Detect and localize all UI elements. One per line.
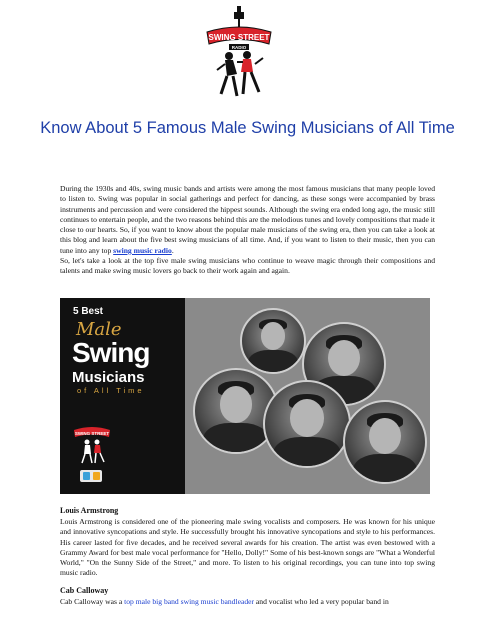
big-band-bandleader-link[interactable]: top male big band swing music bandleader [124,597,255,606]
swing-music-radio-link[interactable]: swing music radio [113,245,172,255]
banner-photo-panel [185,298,430,494]
section-text-louis-armstrong: Louis Armstrong is considered one of the pioneering male swing vocalists and composers. He was known for his unique and innovative syncopations and style. He successfully brought his innovative syncopations and style to his performances. His career lasted for five decades, and he received several awards for his creation. The artist was even bestowed with a Grammy Award for best male vocal performance for "Hello, Dolly!" Some of his best-known songs are "What a Wonderful World," "On the Sunny Side of the Street," and more. To listen to his original recordings, you can tune into top swing music radio. [60,517,435,578]
banner-line-1: 5 Best [73,306,104,317]
banner-mini-logo-text: SWING STREET [74,431,110,436]
cab-calloway-text-end: and vocalist who led a very popular band in [254,597,389,606]
section-heading-louis-armstrong: Louis Armstrong [60,506,119,515]
app-store-icon [80,470,102,482]
intro-paragraph-2: So, let's take a look at the top five male swing musicians who continue to weave magic through their compositions and talents and make swing music lovers go back to their work again and again. [60,256,435,276]
swing-street-radio-logo [203,4,275,100]
portrait-duke-ellington [343,400,427,484]
section-text-cab-calloway [60,597,435,607]
five-best-musicians-banner [60,298,430,494]
banner-mini-logo [72,420,112,464]
section-heading-cab-calloway: Cab Calloway [60,586,109,595]
portrait-frank-sinatra [263,380,351,468]
page-title: Know About 5 Famous Male Swing Musicians of All Time [40,119,455,137]
intro-paragraph-1-end: . [171,245,174,255]
banner-line-5: of All Time [77,386,145,395]
logo-subtext: RADIO [231,45,247,50]
banner-line-3: Swing [72,337,150,368]
banner-text-panel [60,298,185,494]
banner-line-2: Male [76,319,122,340]
banner-line-4: Musicians [72,369,145,386]
intro-paragraph-1 [60,184,435,256]
logo-text: SWING STREET [208,33,270,42]
intro-paragraph-1-text: During the 1930s and 40s, swing music bands and artists were among the most famous musicians that many people loved to listen to. Swing was popular in social gatherings and perfect for dancing, as these songs were accompanied by brass instruments and percussion and were considered the hippest sounds. Although the swing era ended long ago, the music still continues to entertain people, and the two reasons behind this are the melodious tunes and lovely compositions that made it close to our hearts. So, if you want to know about the popular male musicians of the swing era, then you can take a look at this blog and learn about the five best swing musicians of all time. And, if you want to listen to their music, then you can tune into any top [60,184,435,255]
cab-calloway-text-start: Cab Calloway was a [60,597,125,606]
intro-text [60,184,435,277]
portrait-louis-armstrong [240,308,306,374]
